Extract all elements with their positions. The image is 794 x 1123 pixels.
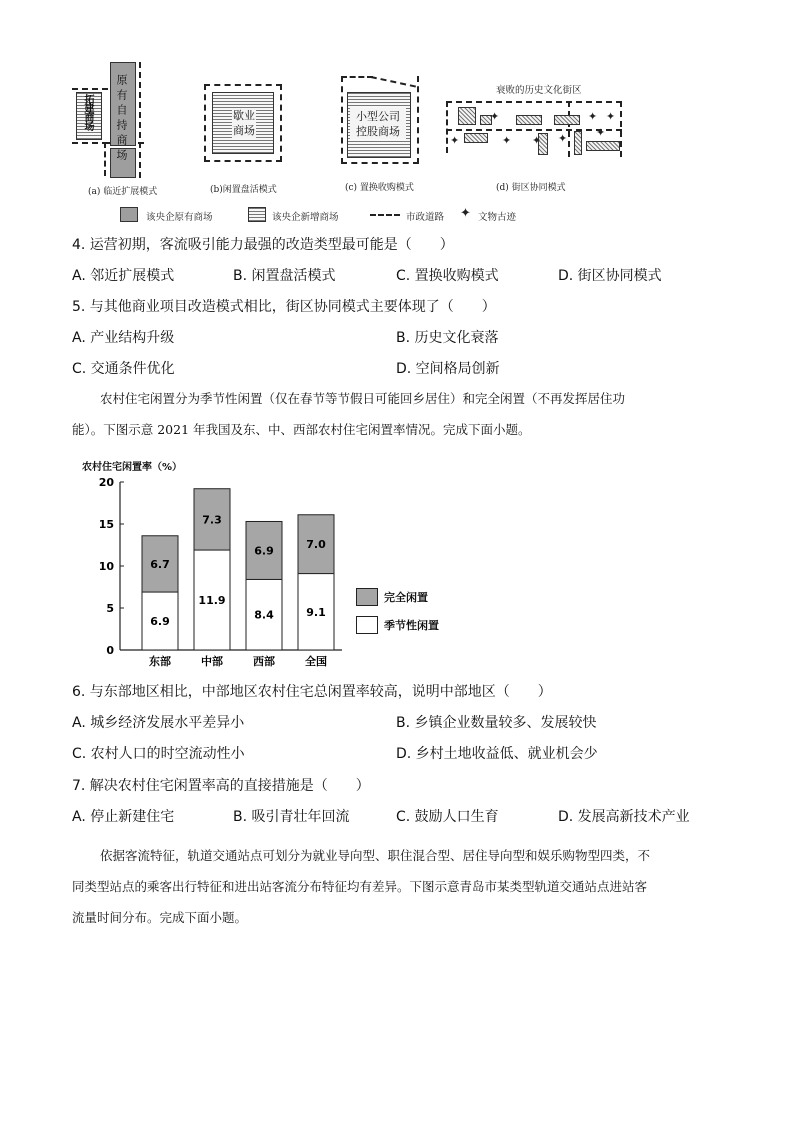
road-line	[104, 142, 106, 176]
heritage-icon: ✦	[606, 110, 616, 123]
y-tick-label: 0	[106, 644, 114, 657]
q6-stem: 6. 与东部地区相比，中部地区农村住宅总闲置率较高，说明中部地区（ ）	[72, 684, 552, 700]
chart-title: 农村住宅闲置率（%）	[82, 462, 183, 473]
legend-new-swatch	[248, 207, 266, 222]
q6-option-c[interactable]: C. 农村人口的时空流动性小	[72, 746, 245, 762]
q4-stem: 4. 运营初期，客流吸引能力最强的改造类型最可能是（ ）	[72, 237, 454, 253]
heritage-icon: ✦	[490, 110, 500, 123]
caption-b: (b)闲置盘活模式	[210, 185, 277, 195]
legend-heritage-icon: ✦	[460, 206, 471, 221]
intro-3-line-3: 流量时间分布。完成下面小题。	[72, 910, 248, 925]
bar-seasonal-value: 9.1	[306, 605, 326, 619]
y-tick-label: 10	[98, 560, 114, 573]
district-title: 衰败的历史文化街区	[496, 85, 582, 96]
bar-seasonal-value: 6.9	[150, 615, 170, 629]
new-mall-box	[458, 107, 476, 125]
road-line	[72, 88, 108, 90]
q5-option-d[interactable]: D. 空间格局创新	[396, 361, 500, 377]
q4-option-c[interactable]: C. 置换收购模式	[396, 268, 499, 284]
y-tick-label: 15	[98, 518, 114, 531]
heritage-icon: ✦	[596, 126, 606, 139]
new-mall-label: 拓建商场	[82, 94, 93, 130]
legend-seasonal-label: 季节性闲置	[384, 619, 439, 632]
intro-paragraph-2	[72, 383, 732, 445]
q4-option-b[interactable]: B. 闲置盘活模式	[233, 268, 336, 284]
q4-option-a[interactable]: A. 邻近扩展模式	[72, 268, 175, 284]
q6-option-a[interactable]: A. 城乡经济发展水平差异小	[72, 715, 245, 731]
new-mall-box	[464, 133, 488, 143]
heritage-icon: ✦	[502, 134, 512, 147]
new-mall-box	[574, 131, 582, 155]
heritage-icon: ✦	[588, 110, 598, 123]
legend-existing-swatch	[120, 207, 138, 222]
q5-option-b[interactable]: B. 历史文化衰落	[396, 330, 499, 346]
road-line	[341, 76, 373, 78]
caption-c: (c) 置换收购模式	[345, 183, 414, 193]
category-label: 中部	[201, 655, 223, 668]
road-line	[446, 101, 448, 153]
caption-d: (d) 街区协同模式	[496, 183, 566, 193]
new-mall-box	[516, 115, 542, 125]
intro-3-line-2: 同类型站点的乘客出行特征和进出站客流分布特征均有差异。下图示意青岛市某类型轨道交通站点进站客	[72, 879, 648, 894]
road-line	[620, 101, 622, 157]
heritage-icon: ✦	[532, 134, 542, 147]
holding-mall-label-2: 控股商场	[350, 123, 406, 139]
q7-option-d[interactable]: D. 发展高新技术产业	[558, 809, 690, 825]
bar-full-value: 6.7	[150, 557, 170, 571]
road-line	[139, 62, 141, 178]
bar-full-value: 6.9	[254, 544, 274, 558]
diagram-b	[204, 84, 282, 162]
closed-mall-label: 歇业商场	[233, 109, 255, 137]
bar-seasonal-value: 11.9	[198, 594, 226, 608]
holding-mall-label-1: 小型公司	[350, 108, 406, 124]
caption-a: (a) 临近扩展模式	[88, 187, 158, 197]
heritage-icon: ✦	[450, 134, 460, 147]
legend-seasonal-swatch	[356, 616, 378, 634]
legend-existing-label: 该央企原有商场	[146, 212, 213, 223]
q7-option-c[interactable]: C. 鼓励人口生育	[396, 809, 499, 825]
q7-stem: 7. 解决农村住宅闲置率高的直接措施是（ ）	[72, 778, 370, 794]
road-line	[446, 101, 622, 103]
q4-option-d[interactable]: D. 街区协同模式	[558, 268, 662, 284]
diagram-d	[446, 97, 622, 159]
road-line	[568, 101, 570, 157]
legend-road-line	[370, 214, 400, 216]
y-tick-label: 20	[98, 476, 114, 489]
category-label: 全国	[305, 655, 327, 668]
diagram-a	[68, 58, 164, 178]
q7-option-a[interactable]: A. 停止新建住宅	[72, 809, 175, 825]
new-mall-box	[76, 92, 102, 140]
heritage-icon: ✦	[558, 132, 568, 145]
intro-3-line-1: 依据客流特征，轨道交通站点可划分为就业导向型、职住混合型、居住导向型和娱乐购物型四类，不	[100, 848, 651, 863]
category-label: 东部	[149, 655, 171, 668]
q6-option-b[interactable]: B. 乡镇企业数量较多、发展较快	[396, 715, 597, 731]
original-mall-label: 原有自持商场	[115, 74, 128, 164]
y-tick-label: 5	[106, 602, 114, 615]
legend-new-label: 该央企新增商场	[272, 212, 339, 223]
legend-full-swatch	[356, 588, 378, 606]
legend-road-label: 市政道路	[406, 212, 445, 223]
q5-option-c[interactable]: C. 交通条件优化	[72, 361, 175, 377]
bar-full-value: 7.3	[202, 513, 222, 527]
vacancy-chart	[80, 470, 480, 680]
legend-heritage-label: 文物古迹	[478, 212, 517, 223]
q6-option-d[interactable]: D. 乡村土地收益低、就业机会少	[396, 746, 598, 762]
intro-paragraph-3	[72, 840, 732, 933]
new-mall-box	[554, 115, 580, 125]
bar-full-value: 7.0	[306, 538, 326, 552]
q5-stem: 5. 与其他商业项目改造模式相比，街区协同模式主要体现了（ ）	[72, 299, 496, 315]
new-mall-box	[586, 141, 620, 151]
bar-seasonal-value: 8.4	[254, 608, 274, 622]
road-line	[72, 142, 108, 144]
category-label: 西部	[253, 655, 275, 668]
legend-full-label: 完全闲置	[384, 591, 428, 604]
intro-2-line-1: 农村住宅闲置分为季节性闲置（仅在春节等节假日可能回乡居住）和完全闲置（不再发挥居住功	[100, 391, 626, 406]
q7-option-b[interactable]: B. 吸引青壮年回流	[233, 809, 350, 825]
intro-2-line-2: 能）。下图示意 2021 年我国及东、中、西部农村住宅闲置率情况。完成下面小题。	[72, 422, 531, 437]
q5-option-a[interactable]: A. 产业结构升级	[72, 330, 175, 346]
